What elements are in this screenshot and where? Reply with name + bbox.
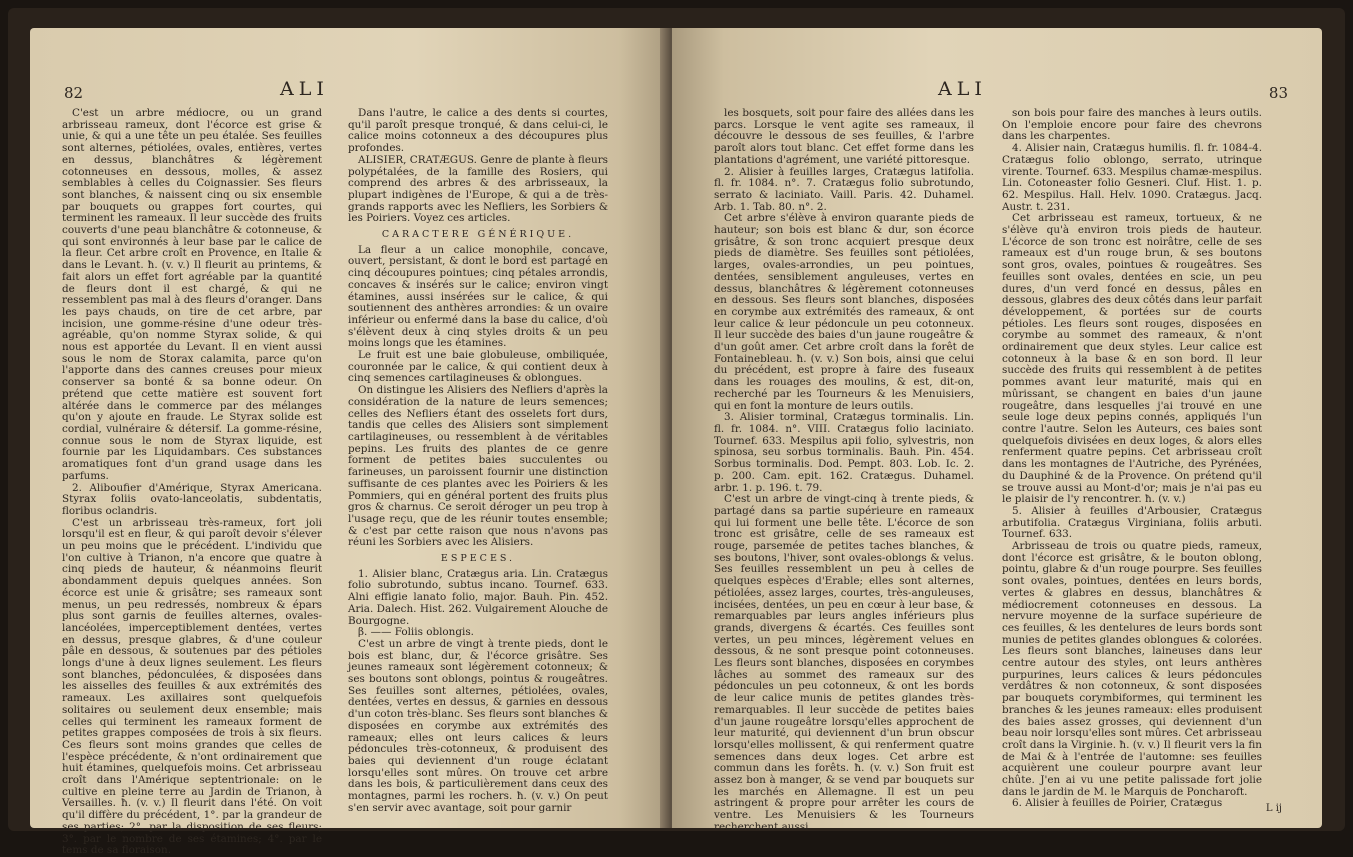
paragraph: 6. Alisier à feuilles de Poirier, Cratægus [1012,797,1223,810]
paragraph: Cet arbre s'élève à environ quarante pieds de hauteur; son bois est blanc & dur, son écorce grisâtre, & son tronc acquiert presque deux pieds de diamètre. Ses feuilles sont pétiolées, larges, ovales-arrondies, un peu pointues, dentées, sensiblement anguleuses, vertes en dessus, blanchâtres & légèrement cotonneuses en dessous. Ses fleurs sont blanches, disposées en corymbe aux extrémités des rameaux, & ont leur calice & leur pédoncule un peu cotonneux. Il leur succède des baies d'un jaune rougeâtre & d'un goût amer. Cet arbre croît dans la forêt de Fontainebleau. ħ. (v. v.) Son bois, ainsi que celui du précédent, est propre à faire des fuseaux dans les rouages des moulins, & est, dit-on, recherché par les Tourneurs & les Menuisiers, qui en font la monture de leurs outils. [714,212,974,412]
paragraph: C'est un arbre de vingt-cinq à trente pieds, & partagé dans sa partie supérieure en rameaux qui lui forment une belle tête. L'écorce de son tronc est grisâtre, celle de ses rameaux est rouge, parsemée de petites taches blanches, & ses boutons, l'hiver, sont ovales-oblongs & velus. Ses feuilles ressemblent un peu à celles de quelques espèces d'Erable; elles sont alternes, pétiolées, assez larges, courtes, très-anguleuses, incisées, dentées, un peu en cœur à leur base, & remarquables par leurs angles inférieurs plus grands, divergens & écartés. Ces feuilles sont vertes, un peu minces, légèrement velues en dessous, & ne sont presque point cotonneuses. Les fleurs sont blanches, disposées en corymbes lâches au sommet des rameaux sur des pédoncules un peu cotonneux, & ont les bords de leur calice munis de petites glandes très-remarquables. Il leur succède de petites baies d'un jaune rougeâtre lorsqu'elles approchent de leur maturité, qui deviennent d'un brun obscur lorsqu'elles mollissent, & qui renferment quatre semences dans deux loges. Cet arbre est commun dans les forêts. ħ. (v. v.) Son fruit est assez bon à manger, & se vend par bouquets sur les marchés en Allemagne. Il est un peu astringent & propre pour arrêter les cours de ventre. Les Menuisiers & les Tourneurs recherchent aussi [714,493,974,833]
paragraph: les bosquets, soit pour faire des allées dans les parcs. Lorsque le vent agite ses rameaux, il découvre le dessous de ses feuilles, & l'arbre paroît alors tout blanc. Cet effet forme dans les plantations d'agrément, une variété pittoresque. [714,107,974,166]
running-head: ALI [938,78,987,100]
running-head: ALI [280,78,329,100]
paragraph: Arbrisseau de trois ou quatre pieds, rameux, dont l'écorce est grisâtre, & le bouton oblong, pointu, glabre & d'un rouge pourpre. Ses feuilles sont ovales, pointues, dentées en leurs bords, vertes & glabres en dessus, blanchâtres & médiocrement cotonneuses en dessous. La nervure moyenne de la surface supérieure de ces feuilles, & les dentelures de leurs bords sont munies de petites glandes oblongues & colorées. Les fleurs sont blanches, laineuses dans leur centre autour des styles, ont leurs anthères purpurines, leurs calices & leurs pédoncules verdâtres & non cotonneux, & sont disposées par bouquets corymbiformes, qui terminent les branches & les jeunes rameaux: elles produisent des baies assez grosses, qui deviennent d'un beau noir lorsqu'elles sont mûres. Cet arbrisseau croît dans la Virginie. ħ. (v. v.) Il fleurit vers la fin de Mai & à l'entrée de l'automne: ses feuilles acquièrent une couleur pourpre avant leur chûte. J'en ai vu une petite palissade fort jolie dans le jardin de M. le Marquis de Poncharoft. [1002,540,1262,798]
paragraph: 2. Alisier à feuilles larges, Cratægus latifolia. fl. fr. 1084. n°. 7. Cratægus folio subrotundo, serrato & laciniato. Vaill. Paris. 42. Duhamel. Arb. 1. Tab. 80. n°. 2. [714,165,974,213]
page-number: 83 [1268,84,1288,102]
paragraph: On distingue les Alisiers des Nefliers d'après la considération de la nature de leurs semences; celles des Nefliers étant des osselets fort durs, tandis que celles des Alisiers sont simplement cartilagineuses, ou ressemblent à de véritables pepins. Les fruits des plantes de ce genre forment de petites baies succulentes ou farineuses, un paroissent fournir une distinction suffisante de ces plantes avec les Poiriers & les Pommiers, qui en général portent des fruits plus gros & charnus. Ce seroit déroger un peu trop à l'usage reçu, que de les réunir toutes ensemble; & c'est par cette raison que nous n'avons pas réuni les Sorbiers avec les Alisiers. [348,384,608,549]
paragraph: CARACTERE GÉNÉRIQUE. [381,229,575,241]
paragraph: C'est un arbre de vingt à trente pieds, dont le bois est blanc, dur, & l'écorce grisâtre. Ses jeunes rameaux sont légèrement cotonneux; & ses boutons sont oblongs, pointus & rougeâtres. Ses feuilles sont alternes, pétiolées, ovales, dentées, vertes en dessus, & garnies en dessous d'un coton très-blanc. Ses fleurs sont blanches & disposées en corymbe aux extrémités des rameaux; elles ont leurs calices & leurs pédoncules très-cotonneux, & produisent des baies qui deviennent d'un rouge éclatant lorsqu'elles sont mûres. On trouve cet arbre dans les bois, & particulièrement dans ceux des montagnes, parmi les rochers. ħ. (v. v.) On peut s'en servir avec avantage, soit pour garnir [348,637,608,814]
paragraph: 2. Aliboufier d'Amérique, Styrax Americana. Styrax foliis ovato-lanceolatis, subdentatis, floribus oclandris. [62,481,322,517]
paragraph: 4. Alisier nain, Cratægus humilis. fl. fr. 1084-4. Cratægus folio oblongo, serrato, utrinque virente. Tournef. 633. Mespilus chamæ-mespilus. Lin. Cotoneaster folio Gesneri. Cluf. Hist. 1. p. 62. Mespilus. Hall. Helv. 1090. Cratægus. Jacq. Austr. t. 231. [1002,142,1262,213]
book-spread [8,8,1345,857]
right-page [672,28,1322,833]
paragraph: Dans l'autre, le calice a des dents si courtes, qu'il paroît presque tronqué, & dans celui-ci, le calice moins cotonneux a des découpures plus profondes. [348,107,608,155]
left-page [30,28,670,857]
paragraph: C'est un arbrisseau très-rameux, fort joli lorsqu'il est en fleur, & qui paroît devoir s'élever un peu moins que le précédent. L'individu que l'on cultive à Trianon, n'a encore que quatre à cinq pieds de hauteur, & néanmoins fleurit abondamment depuis quelques années. Son écorce est unie & grisâtre; ses rameaux sont menus, un peu redressés, nombreux & épars plus sont garnis de feuilles alternes, ovales-lancéolées, imperceptiblement dentées, vertes en dessus, presque glabres, & d'une couleur pâle en dessous, & soutenues par des pétioles longs d'une à deux lignes seulement. Les fleurs sont blanches, pédonculées, & disposées dans les aisselles des feuilles & aux extrémités des rameaux. Les axillaires sont quelquefois solitaires ou seulement deux ensemble; mais celles qui terminent les rameaux forment de petites grappes composées de trois à six fleurs. Ces fleurs sont moins grandes que celles de l'espèce précédente, & n'ont ordinairement que huit étamines, quelquefois moins. Cet arbrisseau croît dans l'Amérique septentrionale: on le cultive en pleine terre au Jardin de Trianon, à Versailles. ħ. (v. v.) Il fleurit dans l'été. On voit qu'il diffère du précédent, 1°. par la grandeur de ses parties; 2°. par la disposition de ses fleurs; 3°. par le nombre de ses étamines; 4°. par le tems de sa floraison. [62,516,322,857]
paragraph: 5. Alisier à feuilles d'Arbousier, Cratægus arbutifolia. Cratægus Virginiana, foliis arbuti. Tournef. 633. [1002,504,1262,541]
paragraph: β. —— Foliis oblongis. [358,626,474,639]
page-number: 82 [64,84,84,102]
paragraph: 1. Alisier blanc, Cratægus aria. Lin. Cratægus folio subrotundo, subtus incano. Tournef. 633. Alni effigie lanato folio, major. Bauh. Pin. 452. Aria. Dalech. Hist. 262. Vulgairement Alouche de Bourgogne. [348,567,608,627]
paragraph: ESPECES. [440,553,516,565]
paragraph: Le fruit est une baie globuleuse, ombiliquée, couronnée par le calice, & qui contient deux à cinq semences cartilagineuses & oblongues. [348,349,608,385]
signature-mark: L ij [1265,803,1282,814]
paragraph: La fleur a un calice monophile, concave, ouvert, persistant, & dont le bord est partagé en cinq découpures pointues; cinq pétales arrondis, concaves & insérés sur le calice; environ vingt étamines, aussi insérées sur le calice, & qui soutiennent des anthères arrondies: & un ovaire inférieur ou enfermé dans la base du calice, d'où s'élèvent deux à cinq styles droits & un peu moins longs que les étamines. [348,243,608,350]
paragraph: C'est un arbre médiocre, ou un grand arbrisseau rameux, dont l'écorce est grise & unie, & qui a une tête un peu étalée. Ses feuilles sont alternes, pétiolées, ovales, entières, vertes en dessus, blanchâtres & légèrement cotonneuses en dessous, molles, & assez semblables à celles du Coignassier. Ses fleurs sont blanches, & naissent cinq ou six ensemble par bouquets ou grappes fort courtes, qui terminent les rameaux. Il leur succède des fruits couverts d'une peau blanchâtre & cotonneuse, & qui sont environnés à leur base par le calice de la fleur. Cet arbre croît en Provence, en Italie & dans le Levant. ħ. (v. v.) Il fleurit au printems, & fait alors un effet fort agréable par la quantité de fleurs dont il est chargé, & qui ne ressemblent pas mal à des fleurs d'oranger. Dans les pays chauds, on tire de cet arbre, par incision, une gomme-résine d'une odeur très-agréable, qu'on nomme Styrax solide, & qui nous est apportée du Levant. Il en vient aussi sous le nom de Storax calamita, parce qu'on l'apporte dans des cannes creuses pour mieux conserver sa bonté & sa bonne odeur. On prétend que cette matière est souvent fort altérée dans le commerce par des mélanges qu'on y ajoute en fraude. Le Styrax solide est cordial, vulnéraire & détersif. La gomme-résine, connue sous le nom de Styrax liquide, est fournie par les Liquidambars. Ces substances aromatiques font d'un grand usage dans les parfums. [62,107,322,482]
paragraph: son bois pour faire des manches à leurs outils. On l'emploie encore pour faire des chevrons dans les charpentes. [1002,107,1262,143]
text-column-1 [62,108,322,857]
text-column-1 [714,108,974,834]
text-column-2 [348,108,608,814]
paragraph: ALISIER, CRATÆGUS. Genre de plante à fleurs polypétalées, de la famille des Rosiers, qui comprend des arbres & des arbrisseaux, la plupart indigènes de l'Europe, & qui a de très-grands rapports avec les Nefliers, les Sorbiers & les Poiriers. Voyez ces articles. [348,153,608,225]
paragraph: 3. Alisier torminal, Cratægus torminalis. Lin. fl. fr. 1084. n°. VIII. Cratægus folio laciniato. Tournef. 633. Mespilus apii folio, sylvestris, non spinosa, seu sorbus torminalis. Bauh. Pin. 454. Sorbus torminalis. Dod. Pempt. 803. Lob. Ic. 2. p. 200. Cam. epit. 162. Cratægus. Duhamel. arbr. 1. p. 196. t. 79. [714,411,974,494]
text-column-2 [1002,108,1262,810]
paragraph: Cet arbrisseau est rameux, tortueux, & ne s'élève qu'à environ trois pieds de hauteur. L'écorce de son tronc est noirâtre, celle de ses rameaux est d'un rouge brun, & ses boutons sont gros, ovales, pointues & rougeâtres. Ses feuilles sont ovales, dentées en scie, un peu dures, d'un verd foncé en dessus, pâles en dessous, glabres des deux côtés dans leur parfait développement, & portées sur de courts pétioles. Les fleurs sont rouges, disposées en corymbe au sommet des rameaux, & n'ont ordinairement que deux styles. Leur calice est cotonneux à la base & en son bord. Il leur succède des fruits qui ressemblent à de petites pommes avant leur maturité, mais qui en mûrissant, se changent en baies d'un jaune rougeâtre, dans lesquelles j'ai trouvé en une seule loge deux pepins connés, appliqués l'un contre l'autre. Selon les Auteurs, ces baies sont quelquefois divisées en deux loges, & alors elles renferment quatre pepins. Cet arbrisseau croît dans les montagnes de l'Autriche, des Pyrénées, du Dauphiné & de la Provence. On prétend qu'il se trouve aussi au Mont-d'or; mais je n'ai pas eu le plaisir de l'y rencontrer. ħ. (v. v.) [1002,212,1263,506]
